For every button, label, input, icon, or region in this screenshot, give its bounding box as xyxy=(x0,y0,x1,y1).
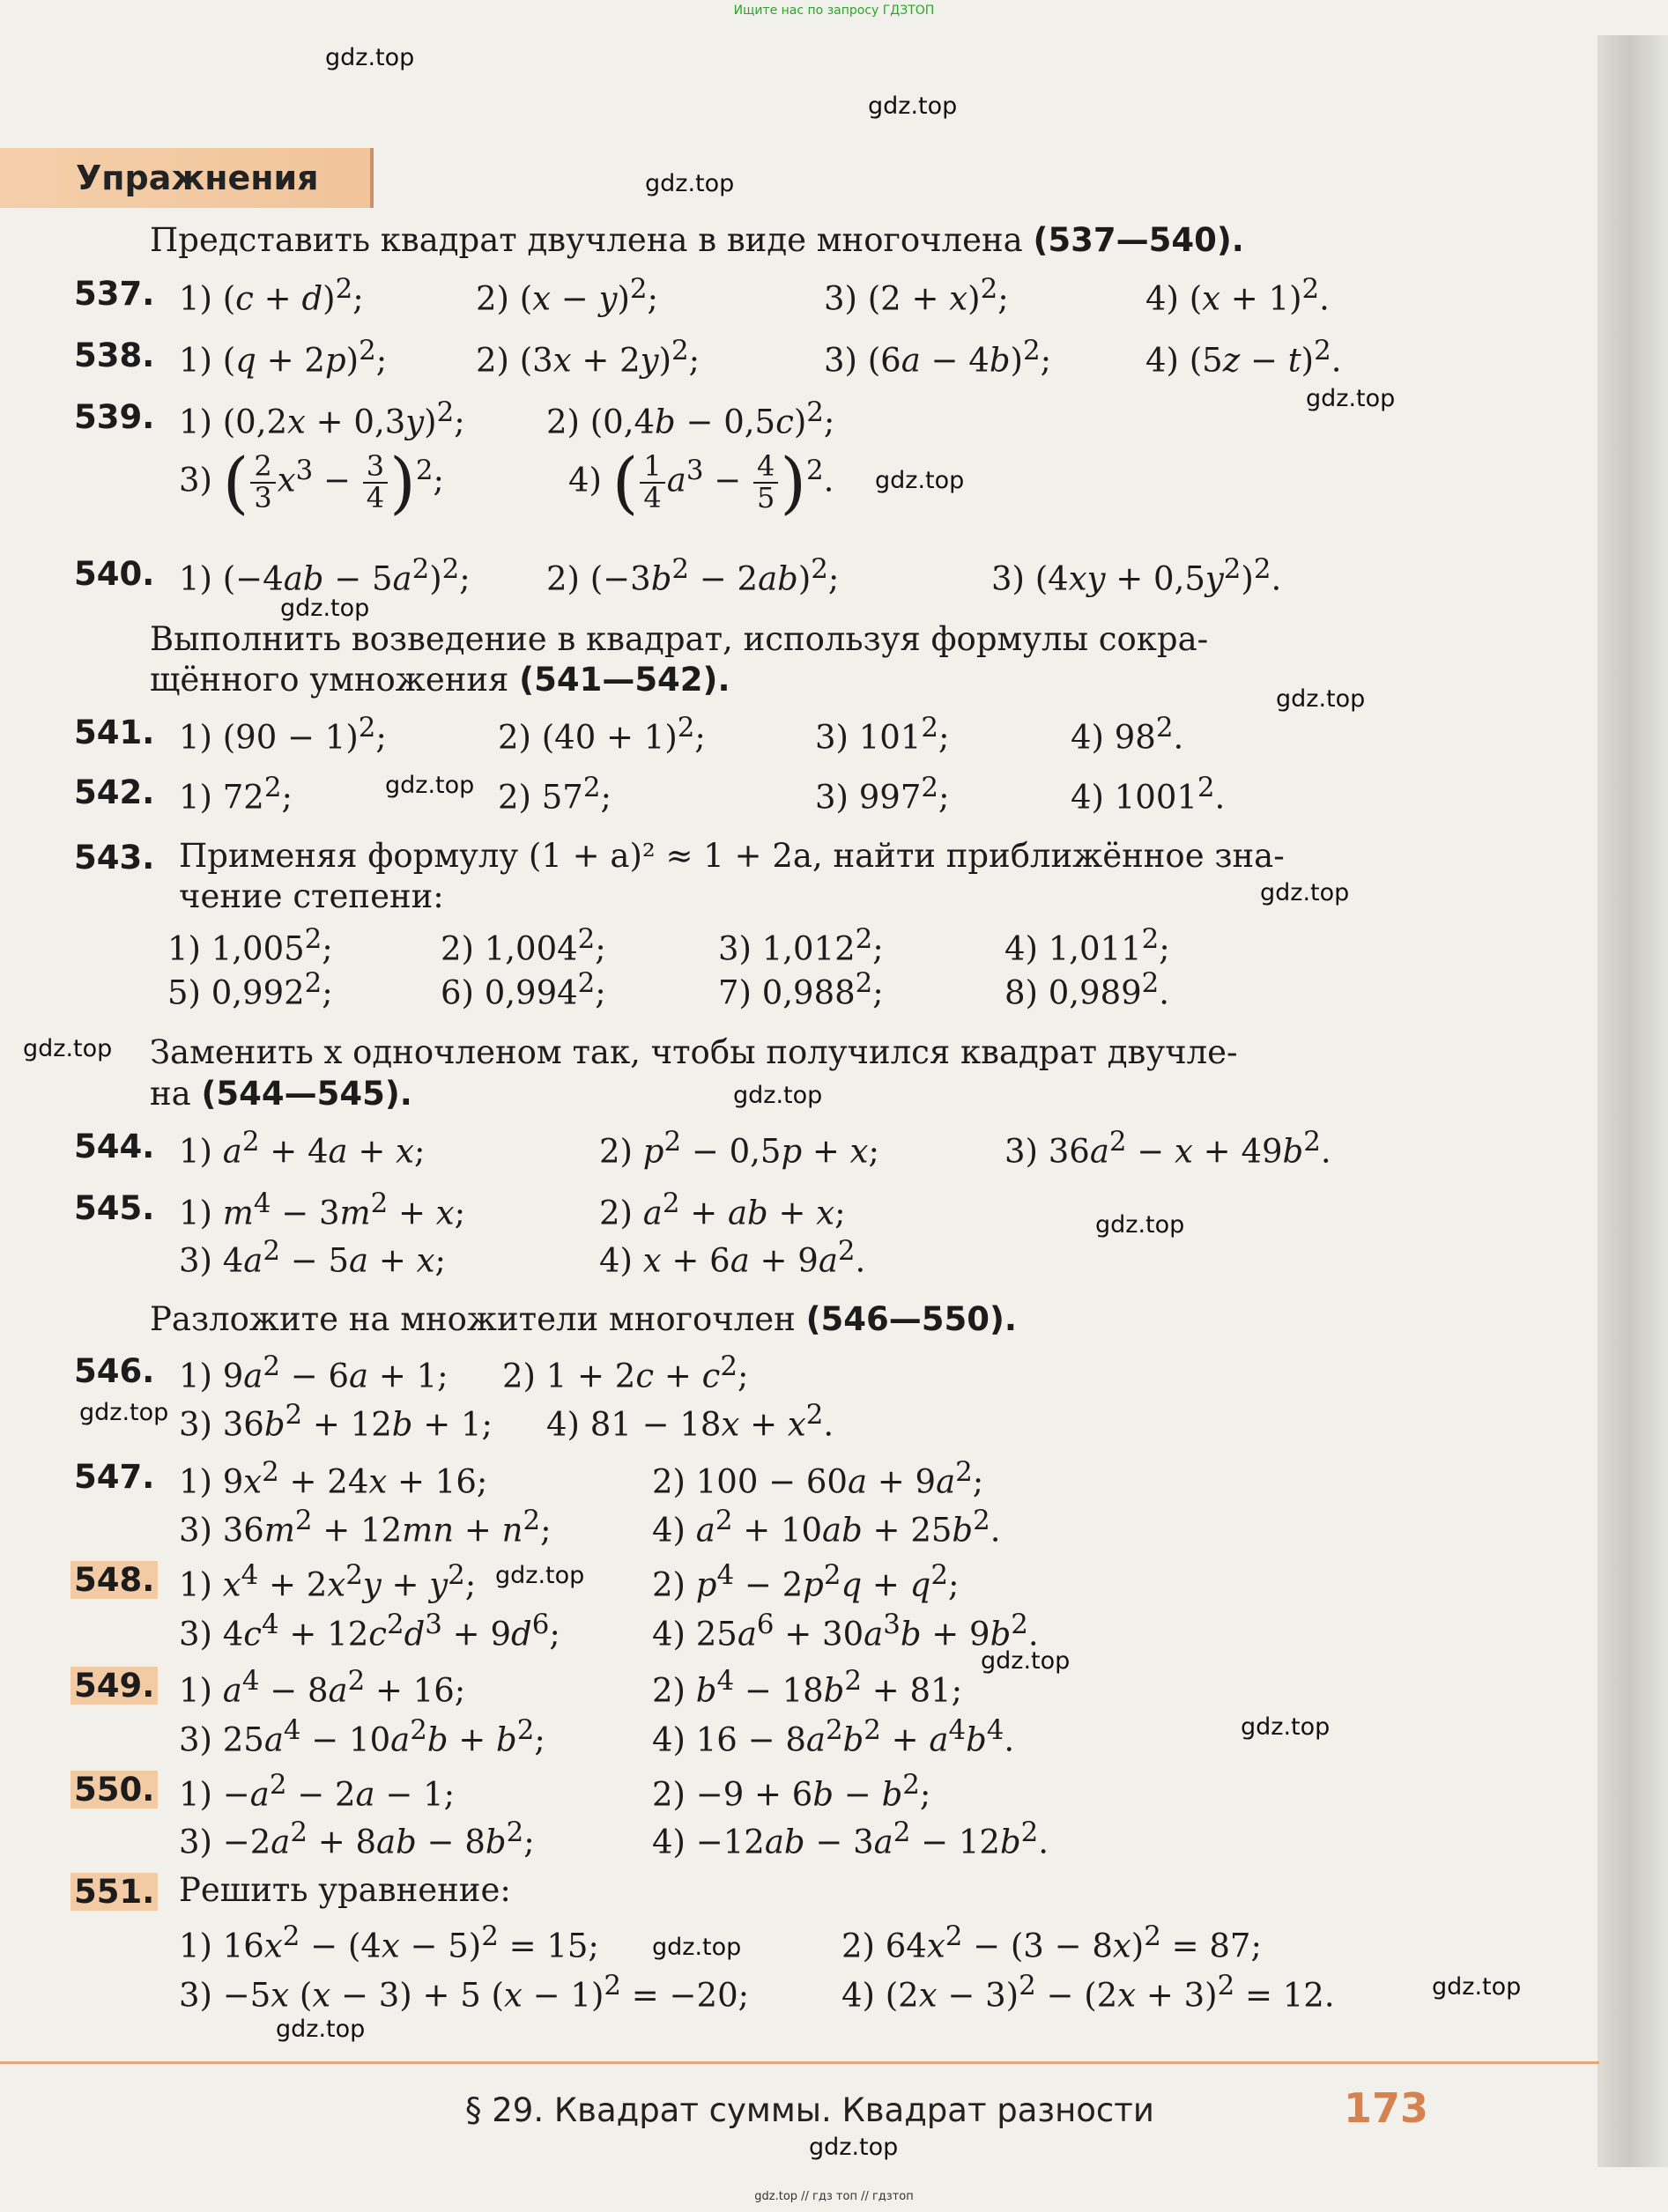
exercise-538-2: 2) $(3x + 2y)^2$; xyxy=(476,335,701,380)
instruction-537-540: Представить квадрат двучлена в виде многочлена (537—540). xyxy=(150,221,1244,259)
exercise-number: 538. xyxy=(74,337,155,374)
exercise-546-2: 2) $1 + 2c + c^2$; xyxy=(502,1350,749,1395)
watermark: gdz.top xyxy=(23,1035,113,1062)
exercise-548-4: 4) $25a^6 + 30a^3b + 9b^2$. xyxy=(652,1609,1039,1653)
exercise-545-2: 2) $a^2$ + ab + x; xyxy=(599,1187,846,1232)
exercise-541-3: 3) $101^2$; xyxy=(815,712,950,757)
exercise-539-3: 3) ( $\frac{2}{3}$ $x^3$ − $\frac{3}{4}$ )$^2$; xyxy=(179,443,444,522)
exercise-number: 545. xyxy=(74,1189,155,1227)
exercise-545-4: 4) $x + 6a + 9a^2$. xyxy=(599,1235,866,1280)
exercise-547-1: 1) $9x^2 + 24x + 16$; xyxy=(179,1456,488,1501)
page-edge xyxy=(1603,35,1668,2167)
exercise-number: 543. xyxy=(74,839,155,877)
exercise-548-3: 3) $4c^4 + 12c^2d^3 + 9d^6$; xyxy=(179,1609,560,1653)
exercise-549-1: 1) $a^4 - 8a^2 + 16$; xyxy=(179,1665,466,1710)
instruction-541-542-line1: Выполнить возведение в квадрат, используя формулы сокра- xyxy=(150,620,1209,658)
exercise-547-2: 2) $100 - 60a + 9a^2$; xyxy=(652,1456,984,1501)
instruction-551: Решить уравнение: xyxy=(179,1871,511,1909)
instruction-543-line1: Применяя формулу (1 + a)² ≈ 1 + 2a, найти приближённое зна- xyxy=(179,837,1285,875)
exercise-550-1: $1) -a^2 - 2a - 1$; xyxy=(179,1769,456,1814)
bottom-note[interactable]: gdz.top // гдз топ // гдзтоп xyxy=(754,2190,914,2203)
exercise-550-4: $4) -12ab - 3a^2 - 12b^2$. xyxy=(652,1816,1049,1861)
watermark: gdz.top xyxy=(79,1399,169,1426)
watermark: gdz.top xyxy=(1306,385,1396,412)
page-edge-shadow xyxy=(1598,35,1603,2167)
exercise-542-2: 2) $57^2$; xyxy=(498,772,612,817)
watermark: gdz.top xyxy=(652,1934,742,1961)
instruction-544-545-line2: на (544—545). xyxy=(150,1075,412,1113)
exercise-number: 544. xyxy=(74,1128,155,1165)
exercise-542-1: 1) $72^2$; xyxy=(179,772,293,817)
exercise-541-2: 2) $(40 + 1)^2$; xyxy=(498,712,706,757)
exercise-540-2: 2) $(-3b^2 - 2ab)^2$; xyxy=(546,553,840,598)
exercise-543-1: 1) 1,005$^2$; xyxy=(167,923,333,968)
exercise-543-6: 6) 0,994$^2$; xyxy=(441,967,606,1012)
exercise-543-5: 5) 0,992$^2$; xyxy=(167,967,333,1012)
exercise-number-highlighted: 548. xyxy=(70,1561,158,1599)
instruction-541-542-line2: щённого умножения (541—542). xyxy=(150,661,730,699)
exercise-550-2: $2) -9 + 6b - b^2$; xyxy=(652,1769,931,1814)
watermark: gdz.top xyxy=(1276,685,1366,713)
exercise-543-8: 8) 0,989$^2$. xyxy=(1005,967,1170,1012)
exercise-542-4: 4) 1001$^2$. xyxy=(1071,772,1226,817)
exercise-number: 541. xyxy=(74,714,155,751)
exercise-540-3: 3) $(4xy + 0,5y^2)^2$. xyxy=(991,553,1282,598)
watermark: gdz.top xyxy=(276,2016,366,2043)
exercise-number: 537. xyxy=(74,275,155,313)
exercise-538-1: 1) $(q + 2p)^2$; xyxy=(179,335,388,380)
exercise-538-3: 3) $(6a - 4b)^2$; xyxy=(824,335,1052,380)
exercise-537-2: 2) $(x - y)^2$; xyxy=(476,273,659,318)
exercise-number: 540. xyxy=(74,555,155,593)
exercise-542-3: 3) $997^2$; xyxy=(815,772,950,817)
exercise-538-4: 4) $(5z - t)^2$. xyxy=(1145,335,1342,380)
exercise-547-4: 4) $a^2 + 10ab + 25b^2$. xyxy=(652,1505,1001,1550)
watermark: gdz.top xyxy=(809,2134,899,2161)
exercise-551-1: 1) $16x^2 - (4x - 5)^2 = 15$; xyxy=(179,1920,599,1965)
exercise-number-highlighted: 550. xyxy=(70,1771,158,1809)
watermark: gdz.top xyxy=(733,1082,823,1109)
instruction-544-545-line1: Заменить x одночленом так, чтобы получился квадрат двучле- xyxy=(150,1033,1238,1071)
exercise-number: 542. xyxy=(74,773,155,811)
watermark: gdz.top xyxy=(1095,1211,1185,1239)
section-title: Упражнения xyxy=(76,159,319,197)
watermark: gdz.top xyxy=(325,44,415,71)
exercise-537-3: 3) $(2 + x)^2$; xyxy=(824,273,1009,318)
exercise-544-3: 3) $36a^2 - x + 49b^2$. xyxy=(1005,1126,1331,1171)
exercise-550-3: $3) -2a^2 + 8ab - 8b^2$; xyxy=(179,1816,535,1861)
exercise-548-1: 1) $x^4 + 2x^2y + y^2$; xyxy=(179,1559,477,1604)
exercise-539-2: 2) $(0,4b - 0,5c)^2$; xyxy=(546,396,835,441)
top-note[interactable]: Ищите нас по запросу ГДЗТОП xyxy=(733,4,935,18)
footer-section-title: § 29. Квадрат суммы. Квадрат разности xyxy=(465,2091,1154,2129)
exercise-537-1: 1) $(c + d)^2$; xyxy=(179,273,364,318)
watermark: gdz.top xyxy=(1241,1713,1331,1741)
exercise-number: 547. xyxy=(74,1458,155,1496)
exercise-number: 546. xyxy=(74,1352,155,1390)
exercise-543-3: 3) 1,012$^2$; xyxy=(718,923,884,968)
exercise-544-2: 2) $p^2 - 0,5p + x$; xyxy=(599,1126,879,1171)
exercise-549-2: 2) $b^4 - 18b^2 + 81$; xyxy=(652,1665,963,1710)
watermark: gdz.top xyxy=(495,1562,585,1589)
exercise-548-2: 2) $p^4 - 2p^2q + q^2$; xyxy=(652,1559,960,1604)
exercise-551-4: 4) $(2x - 3)^2 - (2x + 3)^2 = 12$. xyxy=(841,1970,1335,2015)
watermark: gdz.top xyxy=(385,772,475,799)
exercise-number-highlighted: 549. xyxy=(70,1667,158,1705)
watermark: gdz.top xyxy=(280,595,370,622)
exercise-number: 539. xyxy=(74,398,155,436)
footer-rule xyxy=(0,2061,1599,2064)
exercise-546-3: 3) $36b^2 + 12b + 1$; xyxy=(179,1399,493,1444)
exercise-549-4: 4) $16 - 8a^2b^2 + a^4b^4$. xyxy=(652,1714,1015,1759)
exercise-551-3: 3) −5x (x − 3) + 5 $(x - 1)^2 = -20$; xyxy=(179,1970,750,2015)
watermark: gdz.top xyxy=(981,1647,1071,1675)
watermark: gdz.top xyxy=(1260,879,1350,906)
exercise-541-1: 1) $(90 - 1)^2$; xyxy=(179,712,387,757)
watermark: gdz.top xyxy=(875,467,965,494)
exercise-539-1: 1) $(0,2x + 0,3y)^2$; xyxy=(179,396,465,441)
exercise-545-1: 1) $m^4 - 3m^2 + x$; xyxy=(179,1187,466,1232)
watermark: gdz.top xyxy=(1432,1973,1522,2001)
watermark: gdz.top xyxy=(645,170,735,197)
exercise-540-1: 1) $(-4ab - 5a^2)^2$; xyxy=(179,553,471,598)
exercise-546-4: 4) $81 - 18x + x^2$. xyxy=(546,1399,834,1444)
instruction-543-line2: чение степени: xyxy=(179,877,444,915)
exercise-549-3: 3) $25a^4 - 10a^2b + b^2$; xyxy=(179,1714,545,1759)
exercise-537-4: 4) $(x + 1)^2$. xyxy=(1145,273,1330,318)
exercise-547-3: 3) $36m^2 + 12mn + n^2$; xyxy=(179,1505,552,1550)
exercise-543-2: 2) 1,004$^2$; xyxy=(441,923,606,968)
watermark: gdz.top xyxy=(868,92,958,120)
page-number: 173 xyxy=(1344,2084,1429,2132)
exercise-number-highlighted: 551. xyxy=(70,1873,158,1911)
exercise-546-1: 1) $9a^2 - 6a + 1$; xyxy=(179,1350,449,1395)
exercise-539-4: 4) ( $\frac{1}{4}$ $a^3$ − $\frac{4}{5}$ )$^2$. xyxy=(568,443,834,522)
exercise-541-4: 4) $98^2$. xyxy=(1071,712,1184,757)
instruction-546-550: Разложите на множители многочлен (546—550). xyxy=(150,1300,1017,1338)
exercise-544-1: 1) $a^2 + 4a + x$; xyxy=(179,1126,426,1171)
exercise-543-7: 7) 0,988$^2$; xyxy=(718,967,884,1012)
exercise-551-2: 2) $64x^2 - (3 - 8x)^2 = 87$; xyxy=(841,1920,1262,1965)
exercise-545-3: 3) $4a^2 - 5a + x$; xyxy=(179,1235,446,1280)
exercise-543-4: 4) 1,011$^2$; xyxy=(1005,923,1170,968)
